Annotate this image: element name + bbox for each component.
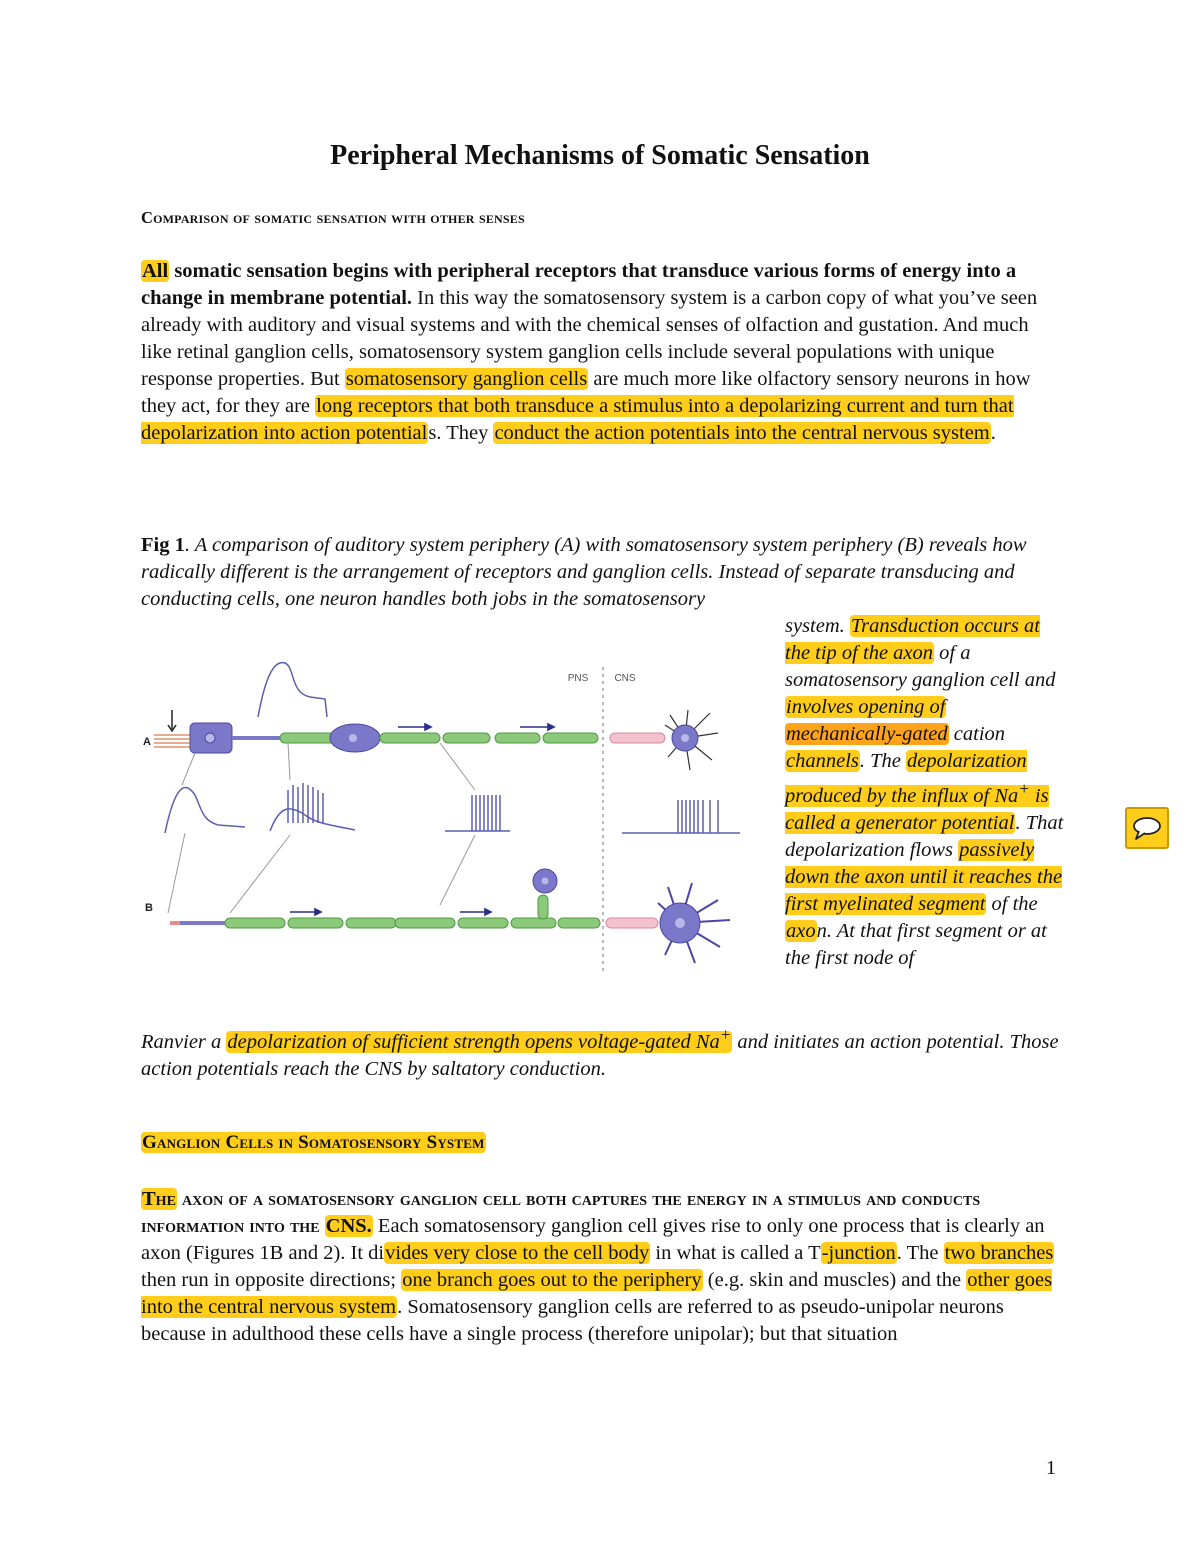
cns-neuron-b (658, 883, 730, 963)
text: are much more like olfactory sensory neurons in how they act, for they are (141, 368, 1031, 417)
hair-cell-stimulus (154, 710, 190, 747)
caption-text: . A comparison of auditory system periphery (A) with somatosensory system periphery (B) reveals how radically different is the arrangement of receptors and ganglion cells. Instead of separate transducing and conducting cells, one neuron handles both jobs in the somatosensory (141, 534, 1027, 610)
myelin-segment (346, 918, 396, 928)
superscript: + (719, 1025, 732, 1044)
myelin-segment (458, 918, 508, 928)
highlight: other goes into the central nervous system (141, 1269, 1053, 1318)
highlight: involves opening of (786, 696, 946, 718)
highlight: one branch goes out to the periphery (402, 1269, 702, 1291)
figure-label: Fig 1 (141, 534, 185, 556)
text: depolarization of sufficient strength opens voltage-gated Na (227, 1030, 720, 1053)
conduction-arrows-b (290, 909, 491, 915)
text: s. They (428, 422, 494, 444)
myelin-segment (495, 733, 540, 743)
myelin-segment (543, 733, 598, 743)
highlight: axo (786, 919, 816, 942)
spike-trace-cns (622, 800, 740, 833)
ganglion-nucleus-b (542, 878, 549, 885)
text: . The (859, 750, 906, 772)
hair-cell-nucleus (205, 733, 215, 743)
myelin-segment (558, 918, 600, 928)
text: n. At that first segment or at the first node of (785, 919, 1047, 969)
cns-label: CNS (614, 673, 636, 684)
myelin-segment (443, 733, 490, 743)
text: . That depolarization flows (785, 811, 1064, 861)
page-number: 1 (1046, 1457, 1056, 1479)
highlight: somatosensory ganglion cells (345, 368, 588, 390)
bold-lead: somatic sensation begins with peripheral receptors that transduce various forms of energy into a change in membrane potential. (141, 260, 1017, 309)
highlight: All (142, 260, 169, 282)
text: (e.g. skin and muscles) and the (702, 1269, 967, 1291)
figure-1-diagram (140, 655, 760, 985)
text: system. (785, 615, 850, 637)
text: in what is called a T (650, 1242, 821, 1264)
highlight: -junction (821, 1242, 896, 1264)
paragraph-ganglion (141, 1186, 1061, 1348)
cns-segment (606, 918, 658, 928)
page-title: Peripheral Mechanisms of Somatic Sensation (330, 140, 870, 171)
highlight: conduct the action potentials into the central nervous system (494, 422, 990, 444)
text: . Somatosensory ganglion cells are referred to as pseudo-unipolar neurons because in adulthood these cells have a single process (therefore unipolar); but that situation (141, 1296, 1004, 1345)
myelin-segment (511, 918, 556, 928)
heading-text: Ganglion Cells in Somatosensory System (142, 1132, 485, 1153)
highlight: The (142, 1188, 176, 1210)
section-heading-comparison: Comparison of somatic sensation with other senses (141, 208, 525, 227)
text: of a somatosensory ganglion cell and (785, 642, 1056, 691)
text: Ranvier a (141, 1030, 227, 1053)
text: Each somatosensory ganglion cell gives rise to only one process that is clearly an axon (Figures 1B and 2). It di (141, 1215, 1045, 1264)
text: and initiates an action potential. Those action potentials reach the CNS by saltatory conduction. (141, 1030, 1059, 1080)
superscript: + (1018, 779, 1030, 798)
pns-label: PNS (567, 673, 589, 684)
text: depolarization produced by the influx of Na (785, 750, 1027, 807)
speech-bubble-icon (1127, 809, 1167, 847)
myelin-segment (395, 918, 455, 928)
paragraph-intro (141, 258, 1061, 447)
receptor-potential-trace-top (258, 663, 327, 717)
text: then run in opposite directions; (141, 1269, 402, 1291)
text: of the (986, 892, 1038, 915)
figure-caption-side (785, 613, 1065, 972)
myelin-segment (288, 918, 343, 928)
cns-neuron-a (665, 710, 718, 770)
myelin-segment (380, 733, 440, 743)
ganglion-nucleus-a (349, 734, 357, 742)
row-a-label: A (143, 736, 151, 748)
text: In this way the somatosensory system is a carbon copy of what you’ve seen already with auditory and visual systems and with the chemical senses of olfaction and gustation. And much like retinal ganglion cells, somatosensory system ganglion cells include several populations with unique response properties. But (141, 287, 1038, 390)
section-heading-ganglion (141, 1132, 486, 1154)
text: cation (948, 723, 1006, 745)
t-junction-stem (538, 895, 548, 919)
receptor-potential-trace (165, 787, 245, 833)
highlight: long receptors that both transduce a stimulus into a depolarizing current and turn that depolarization into action potential (141, 395, 1014, 444)
conduction-arrows-a (398, 724, 554, 730)
row-b-label: B (145, 902, 153, 914)
run-in-heading: axon of a somatosensory ganglion cell both captures the energy in a stimulus and conducts information into the (141, 1188, 981, 1237)
highlight (226, 1025, 732, 1053)
spike-trace-generator (270, 783, 355, 831)
highlight: passively down the axon until it reaches the first myelinated segment (785, 838, 1063, 915)
highlight: Transduction occurs at the tip of the axon (785, 615, 1040, 664)
spike-trace-pns (445, 795, 510, 831)
highlight: vides very close to the cell body (385, 1242, 650, 1264)
highlight: CNS. (325, 1215, 372, 1237)
text: . (990, 422, 996, 444)
myelin-segment (225, 918, 285, 928)
myelin-segment (280, 733, 335, 743)
figure-caption-end (141, 1021, 1061, 1083)
text: . The (896, 1242, 944, 1264)
highlight-strong: mechanically-gated (786, 723, 948, 745)
comment-icon[interactable] (1125, 807, 1169, 849)
text: is called a generator potential (785, 784, 1049, 834)
figure-caption (141, 532, 1056, 613)
cns-segment (610, 733, 665, 743)
highlight: channels (786, 750, 859, 772)
highlight: two branches (944, 1242, 1054, 1264)
connector-lines (168, 743, 475, 913)
